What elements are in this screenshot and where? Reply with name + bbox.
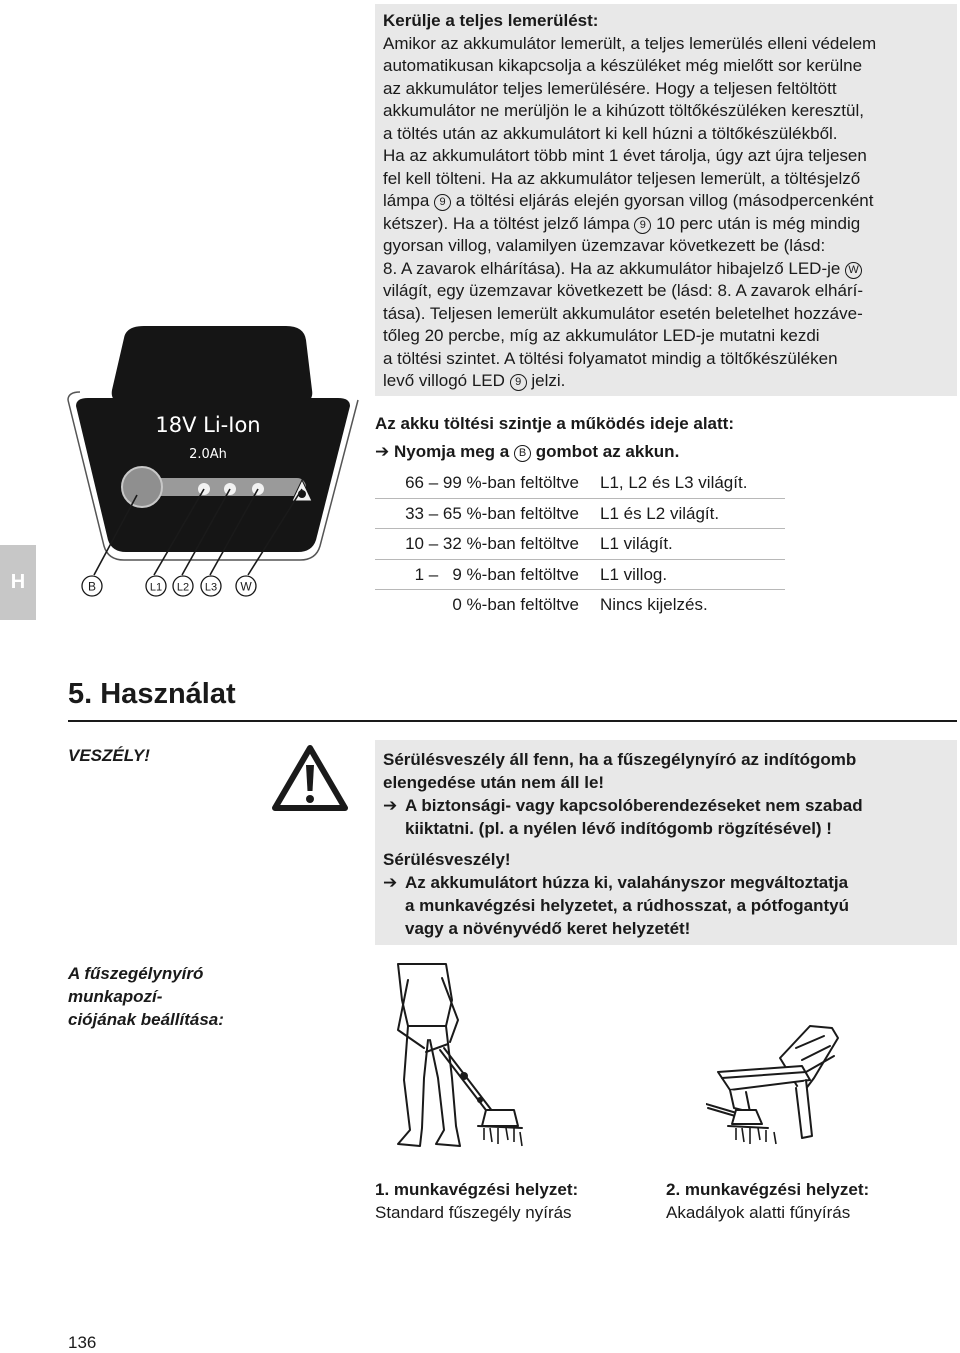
warning-triangle-icon	[272, 745, 348, 811]
capacity-label: 2.0Ah	[189, 447, 227, 462]
table-row	[375, 560, 785, 591]
table-row	[375, 499, 785, 530]
danger-box	[375, 740, 957, 945]
charge-level-cell: 33 – 65 %-ban feltöltve	[405, 503, 579, 523]
info-line: automatikusan kikapcsolja a készüléket még mielőtt sor kerülne	[383, 56, 863, 75]
bullet-line: a munkavégzési helyzetet, a rúdhosszat, a pótfogantyú	[405, 896, 849, 915]
info-line: az akkumulátor teljes lemerülésére. Hogy a teljesen feltöltött	[383, 78, 837, 98]
info-line: tása). Teljesen lemerült akkumulátor esetén beletelhet hozzáve-	[383, 303, 863, 323]
section-title: 5. Használat	[68, 678, 236, 710]
info-line-with-ref	[383, 190, 949, 213]
battery-body	[112, 326, 313, 402]
bullet-line: kiiktatni. (pl. a nyélen lévő indítógomb rögzítésével) !	[405, 819, 832, 838]
instruction-text: gombot az akkun.	[535, 442, 680, 461]
info-line: akkumulátor ne merüljön le a kihúzott töltőkészüléken keresztül,	[383, 101, 864, 120]
led-status-cell: Nincs kijelzés.	[600, 595, 708, 614]
info-line-with-ref	[383, 370, 949, 393]
b-button	[122, 467, 162, 507]
info-line-text: a töltési eljárás elején gyorsan villog (másodpercenként	[455, 191, 874, 210]
info-box-deep-discharge	[375, 4, 957, 396]
info-line: a töltési szintet. A töltési folyamatot mindig a töltőkészüléken	[383, 348, 838, 368]
bullet-line: A biztonsági- vagy kapcsolóberendezéseket nem szabad	[405, 796, 863, 815]
info-line: világít, egy üzemzavar következett be (lásd: 8. A zavarok elhárí-	[383, 281, 864, 300]
position-2-caption	[666, 1178, 869, 1224]
table-row	[375, 590, 785, 620]
charge-level-cell: 66 – 99 %-ban feltöltve	[405, 473, 579, 492]
charge-level-cell: 0 %-ban feltöltve	[452, 595, 579, 614]
info-line: fel kell tölteni. Ha az akkumulátor teljesen lemerült, a töltésjelző	[383, 168, 861, 188]
lampa-word: lámpa	[383, 191, 430, 210]
danger-bullet	[383, 794, 949, 840]
position-1-caption	[375, 1178, 578, 1224]
arrow-icon: ➔	[383, 796, 398, 815]
ref-9-icon: 9	[434, 194, 451, 211]
callout-l3: L3	[204, 581, 218, 594]
adjust-label-line: ciójának beállítása:	[68, 1010, 224, 1029]
info-line-text: 8. A zavarok elhárítása). Ha az akkumulátor hibajelző LED-je	[383, 258, 841, 278]
side-tab-label: H	[10, 571, 26, 593]
info-line-with-ref	[383, 213, 949, 236]
danger-line: elengedése után nem áll le!	[383, 773, 605, 792]
position-2-illustration	[706, 1018, 856, 1153]
position-2-title: 2. munkavégzési helyzet:	[666, 1180, 870, 1199]
info-line-text: 10 perc után is még mindig	[656, 213, 861, 233]
callout-l1: L1	[149, 581, 163, 594]
led-status-cell: L1 villog.	[600, 564, 668, 584]
danger-line: Sérülésveszély áll fenn, ha a fűszegélynyíró az indítógomb	[383, 750, 857, 769]
battery-display-illustration	[62, 320, 362, 610]
charge-level-cell: 10 – 32 %-ban feltöltve	[405, 534, 579, 553]
callout-l2: L2	[176, 581, 190, 594]
info-line: tőleg 20 percbe, míg az akkumulátor LED-je mutatni kezdi	[383, 326, 820, 345]
info-line: Amikor az akkumulátor lemerült, a teljes lemerülés elleni védelem	[383, 33, 877, 53]
ref-w-icon: W	[845, 262, 862, 279]
info-line: a töltés után az akkumulátort ki kell húzni a töltőkészülékből.	[383, 123, 838, 143]
callout-b: B	[87, 579, 97, 594]
led-status-cell: L1, L2 és L3 világít.	[600, 473, 748, 492]
ref-9-icon: 9	[634, 217, 651, 234]
info-line-text: levő villogó LED	[383, 371, 505, 390]
callout-w: W	[240, 579, 252, 594]
charge-level-table	[375, 468, 785, 620]
position-2-desc: Akadályok alatti fűnyírás	[666, 1203, 851, 1222]
info-line-text: jelzi.	[531, 371, 566, 390]
danger-label: VESZÉLY!	[68, 746, 150, 765]
danger-line: Sérülésveszély!	[383, 850, 511, 869]
language-side-tab	[0, 545, 36, 620]
instruction-text: Nyomja meg a	[393, 442, 510, 461]
arrow-icon: ➔	[375, 442, 390, 461]
led-bar	[138, 478, 306, 496]
section-divider	[68, 720, 957, 722]
position-1-desc: Standard fűszegély nyírás	[375, 1203, 572, 1222]
voltage-label: 18V Li-Ion	[155, 413, 261, 437]
page-number: 136	[68, 1333, 97, 1352]
info-box-title: Kerülje a teljes lemerülést:	[383, 11, 599, 30]
adjust-label-line: A fűszegélynyíró munkapozí-	[68, 964, 204, 1006]
arrow-icon: ➔	[383, 873, 398, 892]
bullet-line: Az akkumulátort húzza ki, valahányszor megváltoztatja	[405, 873, 849, 892]
ref-9-icon: 9	[510, 374, 527, 391]
bullet-line: vagy a növényvédő keret helyzetét!	[405, 919, 691, 938]
position-1-illustration	[368, 960, 538, 1160]
info-line: gyorsan villog, valamilyen üzemzavar következett be (lásd:	[383, 236, 826, 255]
table-row	[375, 468, 785, 499]
info-line-text: kétszer). Ha a töltést jelző lámpa	[383, 213, 630, 233]
table-row	[375, 529, 785, 560]
charge-level-cell: 1 – 9 %-ban feltöltve	[414, 564, 579, 584]
danger-bullet	[383, 871, 949, 940]
led-status-cell: L1 és L2 világít.	[600, 503, 720, 523]
position-1-title: 1. munkavégzési helyzet:	[375, 1180, 579, 1199]
info-line-with-ref	[383, 258, 949, 281]
info-line: Ha az akkumulátort több mint 1 évet tárolja, úgy azt újra teljesen	[383, 146, 867, 165]
charge-instruction	[375, 442, 679, 462]
led-status-cell: L1 világít.	[600, 534, 673, 553]
adjust-position-label	[68, 962, 298, 1031]
ref-b-icon: B	[514, 445, 531, 462]
charge-level-title: Az akku töltési szintje a működés ideje alatt:	[375, 414, 734, 433]
